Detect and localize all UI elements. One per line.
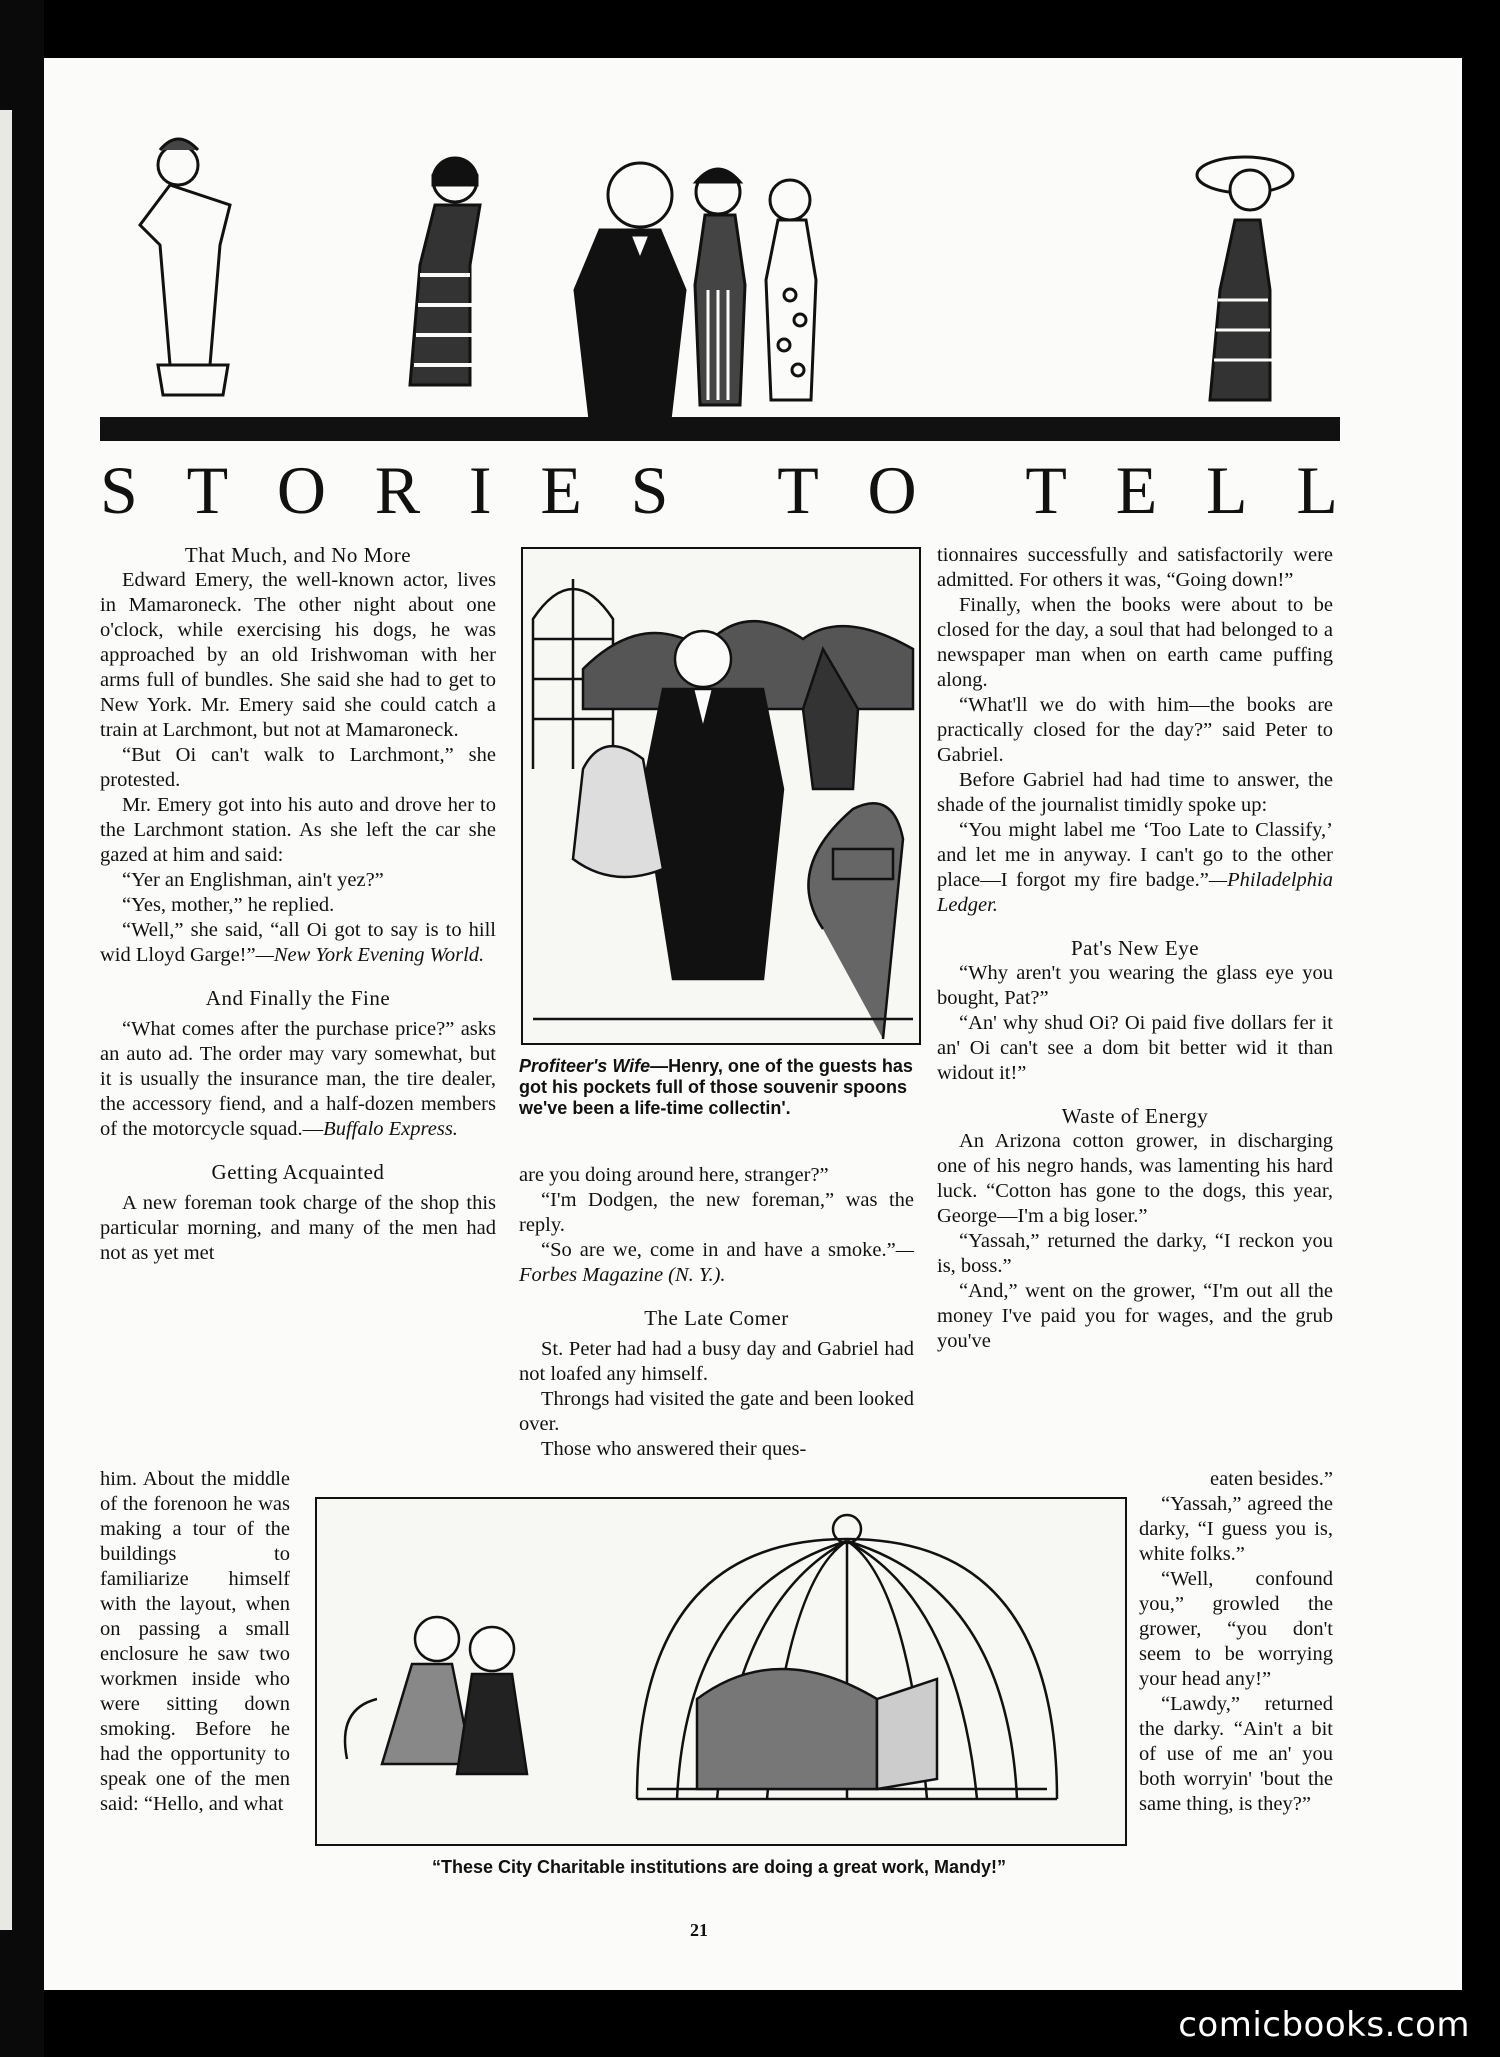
cartoon-caption: “These City Charitable institutions are doing a great work, Mandy!” — [431, 1857, 1007, 1877]
story-text: “Well,” she said, “all Oi got to say is to hill wid Lloyd Garge!” — [100, 919, 496, 966]
story-paragraph: “Yer an Englishman, ain't yez?” — [122, 869, 384, 891]
caption-title: Profiteer's Wife — [519, 1056, 651, 1076]
title-letter: T — [777, 451, 821, 528]
story-paragraph: Edward Emery, the well-known actor, lives in Mamaroneck. The other night about one o'clock, while exercising his dogs, he was approached by an old Irishwoman with her arms full of bundles. She said she had to get to New York. Mr. Emery said she could catch a train at Larchmont, but not at Mamaroneck. — [100, 569, 496, 741]
story-paragraph: eaten besides.” — [1210, 1468, 1333, 1490]
story-paragraph: “And,” went on the grower, “I'm out all the money I've paid you for wages, and the grub you've — [937, 1280, 1333, 1352]
story-paragraph — [100, 1017, 496, 1142]
story-source: —Philadelphia Ledger. — [937, 869, 1333, 916]
title-letter: O — [867, 451, 919, 528]
story-paragraph: “Well, confound you,” growled the grower, “you don't seem to be worrying your head any!” — [1139, 1568, 1333, 1690]
page-title — [100, 450, 1340, 530]
story-paragraph: “But Oi can't walk to Larchmont,” she protested. — [100, 744, 496, 791]
column-right — [937, 543, 1333, 1354]
story-heading: Pat's New Eye — [1070, 936, 1200, 960]
story-paragraph: An Arizona cotton grower, in discharging one of his negro hands, was lamenting his hard luck. “Cotton has gone to the dogs, this year, George—I'm a big loser.” — [937, 1130, 1333, 1227]
story-paragraph: Throngs had visited the gate and been looked over. — [519, 1388, 914, 1435]
title-letter: S — [100, 451, 140, 528]
title-letter: E — [540, 451, 584, 528]
cartoon-birdcage — [315, 1497, 1127, 1846]
story-paragraph: “Yes, mother,” he replied. — [122, 894, 335, 916]
story-paragraph: “Why aren't you wearing the glass eye you bought, Pat?” — [937, 962, 1333, 1009]
story-paragraph: Finally, when the books were about to be closed for the day, a soul that had belonged to a newspaper man when on earth came puffing along. — [937, 594, 1333, 691]
title-letter: T — [186, 451, 231, 528]
story-paragraph: Mr. Emery got into his auto and drove her to the Larchmont station. As she left the car she gazed at him and said: — [100, 794, 496, 866]
masthead-illustration — [100, 120, 1338, 440]
facing-page-edge — [0, 110, 12, 1930]
story-paragraph: “Yassah,” agreed the darky, “I guess you is, white folks.” — [1139, 1493, 1333, 1565]
title-letter: I — [468, 451, 494, 528]
story-paragraph: St. Peter had had a busy day and Gabriel had not loafed any himself. — [519, 1338, 914, 1385]
story-text: “You might label me ‘Too Late to Classify,’ and let me in anyway. I can't go to the other place—I forgot my fire badge.” — [937, 819, 1333, 891]
column-right-narrow — [1139, 1467, 1333, 1817]
story-heading: Waste of Energy — [1061, 1104, 1209, 1128]
title-letter: R — [374, 451, 423, 528]
title-letter: T — [1025, 451, 1069, 528]
story-paragraph: Those who answered their ques- — [541, 1438, 807, 1460]
story-paragraph — [937, 818, 1333, 918]
story-paragraph: A new foreman took charge of the shop this particular morning, and many of the men had not as yet met — [100, 1192, 496, 1264]
column-left-narrow — [100, 1467, 290, 1817]
story-paragraph: him. About the middle of the forenoon he was making a tour of the buildings to familiarize himself with the layout, when on passing a small enclosure he saw two workmen inside who were sitting down smoking. Before he had the opportunity to speak one of the men said: “Hello, and what — [100, 1468, 290, 1815]
title-letter: E — [1115, 451, 1160, 528]
story-source: —Forbes Magazine (N. Y.). — [519, 1239, 914, 1286]
story-paragraph: “An' why shud Oi? Oi paid five dollars fer it an' Oi can't see a dom bit better wid it than widout it!” — [937, 1012, 1333, 1084]
story-source: Buffalo Express. — [323, 1118, 458, 1140]
story-heading: Getting Acquainted — [211, 1160, 385, 1184]
story-paragraph: tionnaires successfully and satisfactorily were admitted. For others it was, “Going down!” — [937, 544, 1333, 591]
column-middle — [519, 1163, 914, 1462]
story-paragraph: “I'm Dodgen, the new foreman,” was the reply. — [519, 1189, 914, 1236]
story-paragraph — [100, 918, 496, 968]
cartoon-profiteers-wife — [521, 547, 921, 1045]
story-paragraph — [519, 1238, 914, 1288]
story-paragraph: are you doing around here, stranger?” — [519, 1164, 829, 1186]
masthead-ground-bar — [100, 417, 1340, 441]
story-paragraph: “Yassah,” returned the darky, “I reckon you is, boss.” — [937, 1230, 1333, 1277]
story-heading: That Much, and No More — [184, 543, 412, 567]
title-letter: S — [630, 451, 671, 528]
title-letter: O — [276, 451, 329, 528]
story-paragraph: “Lawdy,” returned the darky. “Ain't a bit of use of me an' you both worryin' 'bout the same thing, is they?” — [1139, 1693, 1333, 1815]
title-letter: L — [1206, 451, 1250, 528]
cartoon-caption — [519, 1056, 917, 1119]
story-paragraph: “What'll we do with him—the books are practically closed for the day?” said Peter to Gabriel. — [937, 694, 1333, 766]
caption-text: —Henry, one of the guests has got his pockets full of those souvenir spoons we've been a life-time collectin'. — [519, 1056, 913, 1118]
story-text: “So are we, come in and have a smoke.” — [541, 1239, 896, 1261]
story-heading: And Finally the Fine — [205, 986, 391, 1010]
title-letter: L — [1296, 451, 1340, 528]
story-paragraph: Before Gabriel had had time to answer, the shade of the journalist timidly spoke up: — [937, 769, 1333, 816]
watermark: comicbooks.com — [1178, 2005, 1470, 2045]
story-text: “What comes after the purchase price?” asks an auto ad. The order may vary somewhat, but it is usually the insurance man, the tire dealer, the accessory fiend, and a half-dozen members of the motorcycle squad.— — [100, 1018, 496, 1140]
column-left — [100, 543, 496, 1266]
story-heading: The Late Comer — [644, 1306, 789, 1330]
page-number: 21 — [690, 1920, 708, 1940]
story-source: —New York Evening World. — [255, 944, 485, 966]
